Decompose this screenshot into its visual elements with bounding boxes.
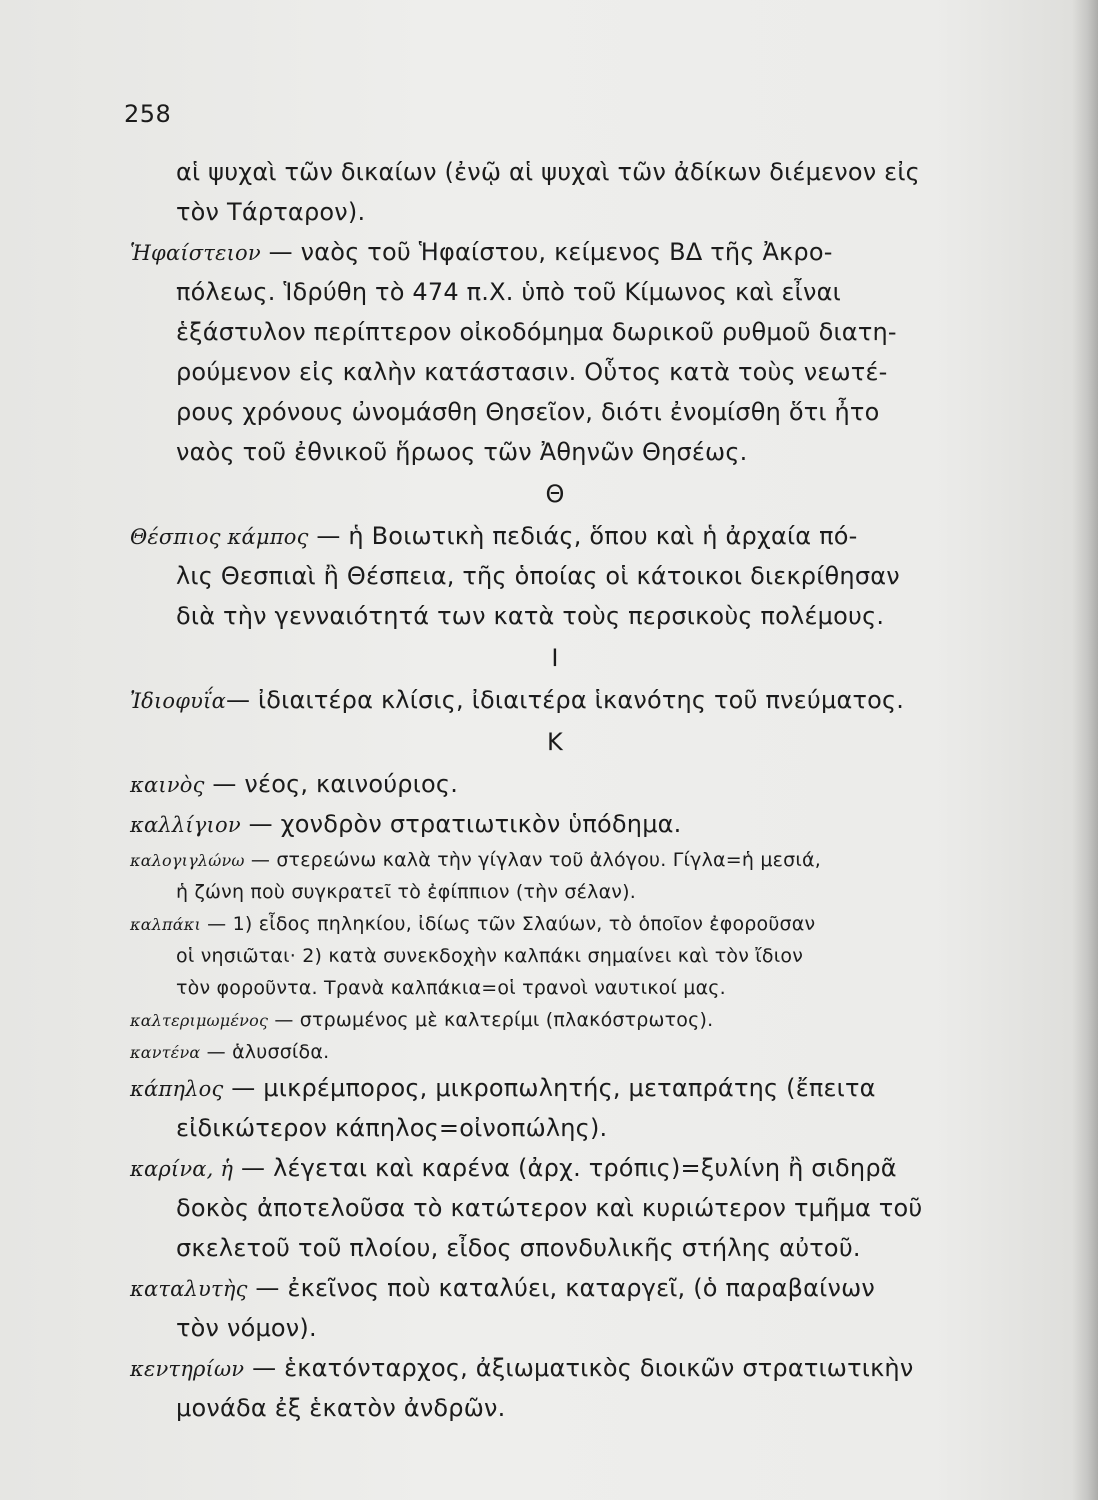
text-line: ρούμενον εἰς καλὴν κατάστασιν. Οὗτος κατὰ τοὺς νεωτέ- [176, 358, 888, 386]
text-line: ναὸς τοῦ ἐθνικοῦ ἥρωος τῶν Ἀθηνῶν Θησέως. [176, 438, 748, 466]
entry-hephaisteion: Ἡφαίστειον — ναὸς τοῦ Ἡφαίστου, κείμενος ΒΔ τῆς Ἀκρο- [130, 238, 833, 266]
headword: καλογιγλώνω [130, 851, 245, 870]
glossary-text [130, 152, 980, 1428]
headword: καλτεριμωμένος [130, 1011, 269, 1030]
book-spine-shadow [1072, 0, 1098, 1500]
section-letter-iota: Ι [551, 644, 559, 672]
entry-kalogiglono: καλογιγλώνω — στερεώνω καλὰ τὴν γίγλαν τοῦ ἀλόγου. Γίγλα=ἡ μεσιά, [130, 849, 821, 871]
text-line: τὸν νόμον). [176, 1314, 317, 1342]
headword: καλλίγιον [130, 813, 241, 837]
page-number: 258 [124, 100, 172, 128]
text-line: ἑξάστυλον περίπτερον οἰκοδόμημα δωρικοῦ ρυθμοῦ διατη- [176, 318, 897, 346]
text-line: ρους χρόνους ὠνομάσθη Θησεῖον, διότι ἐνομίσθη ὅτι ἦτο [176, 398, 880, 426]
entry-karina: καρίνα, ἡ — λέγεται καὶ καρένα (ἀρχ. τρόπις)=ξυλίνη ἢ σιδηρᾶ [130, 1154, 897, 1182]
entry-kentirion: κεντηρίων — ἑκατόνταρχος, ἀξιωματικὸς διοικῶν στρατιωτικὴν [130, 1354, 914, 1382]
section-letter-theta: Θ [545, 480, 565, 508]
headword: κεντηρίων [130, 1357, 245, 1381]
section-letter-kappa: Κ [547, 728, 563, 756]
entry-idiofyia: Ἰδιοφυΐα— ἰδιαιτέρα κλίσις, ἰδιαιτέρα ἱκανότης τοῦ πνεύματος. [130, 686, 905, 714]
text-line: οἱ νησιῶται· 2) κατὰ συνεκδοχὴν καλπάκι σημαίνει καὶ τὸν ἴδιον [176, 945, 804, 967]
entry-kalpaki: καλπάκι — 1) εἶδος πηληκίου, ἰδίως τῶν Σλαύων, τὸ ὁποῖον ἐφοροῦσαν [130, 913, 816, 935]
text-line: μονάδα ἐξ ἑκατὸν ἀνδρῶν. [176, 1394, 506, 1422]
entry-kainos: καινὸς — νέος, καινούριος. [130, 770, 459, 798]
headword: Ἡφαίστειον [130, 241, 261, 265]
entry-kalligion: καλλίγιον — χονδρὸν στρατιωτικὸν ὑπόδημα. [130, 810, 682, 838]
text-line: δοκὸς ἀποτελοῦσα τὸ κατώτερον καὶ κυριώτερον τμῆμα τοῦ [176, 1194, 923, 1222]
text-line: εἰδικώτερον κάπηλος=οἰνοπώλης). [176, 1114, 608, 1142]
headword: Ἰδιοφυΐα [130, 689, 226, 713]
headword: Θέσπιος κάμπος [130, 525, 309, 549]
text-line: τὸν φοροῦντα. Τρανὰ καλπάκια=οἱ τρανοὶ ναυτικοί μας. [176, 977, 726, 999]
entry-katalytis: καταλυτὴς — ἐκεῖνος ποὺ καταλύει, καταργεῖ, (ὁ παραβαίνων [130, 1274, 875, 1302]
headword: κάπηλος [130, 1077, 224, 1101]
text-line: διὰ τὴν γενναιότητά των κατὰ τοὺς περσικοὺς πολέμους. [176, 602, 885, 630]
text-line: λις Θεσπιαὶ ἢ Θέσπεια, τῆς ὁποίας οἱ κάτοικοι διεκρίθησαν [176, 562, 900, 590]
entry-kalterimomenos: καλτεριμωμένος — στρωμένος μὲ καλτερίμι (πλακόστρωτος). [130, 1009, 714, 1031]
headword: καλπάκι [130, 915, 201, 934]
headword: καντένα [130, 1043, 201, 1062]
text-line: πόλεως. Ἱδρύθη τὸ 474 π.Χ. ὑπὸ τοῦ Κίμωνος καὶ εἶναι [176, 278, 841, 306]
text-line: σκελετοῦ τοῦ πλοίου, εἶδος σπονδυλικῆς στήλης αὐτοῦ. [176, 1234, 861, 1262]
text-line: ἡ ζώνη ποὺ συγκρατεῖ τὸ ἐφίππιον (τὴν σέλαν). [176, 881, 636, 903]
entry-kapilos: κάπηλος — μικρέμπορος, μικροπωλητής, μεταπράτης (ἔπειτα [130, 1074, 876, 1102]
headword: καινὸς [130, 773, 205, 797]
text-line: τὸν Τάρταρον). [176, 198, 366, 226]
entry-thespios-kampos: Θέσπιος κάμπος — ἡ Βοιωτικὴ πεδιάς, ὅπου καὶ ἡ ἀρχαία πό- [130, 522, 858, 550]
entry-kantena: καντένα — ἁλυσσίδα. [130, 1041, 330, 1063]
headword: καρίνα, ἡ [130, 1157, 234, 1181]
text-line: αἱ ψυχαὶ τῶν δικαίων (ἐνῷ αἱ ψυχαὶ τῶν ἀδίκων διέμενον εἰς [176, 158, 920, 186]
headword: καταλυτὴς [130, 1277, 248, 1301]
